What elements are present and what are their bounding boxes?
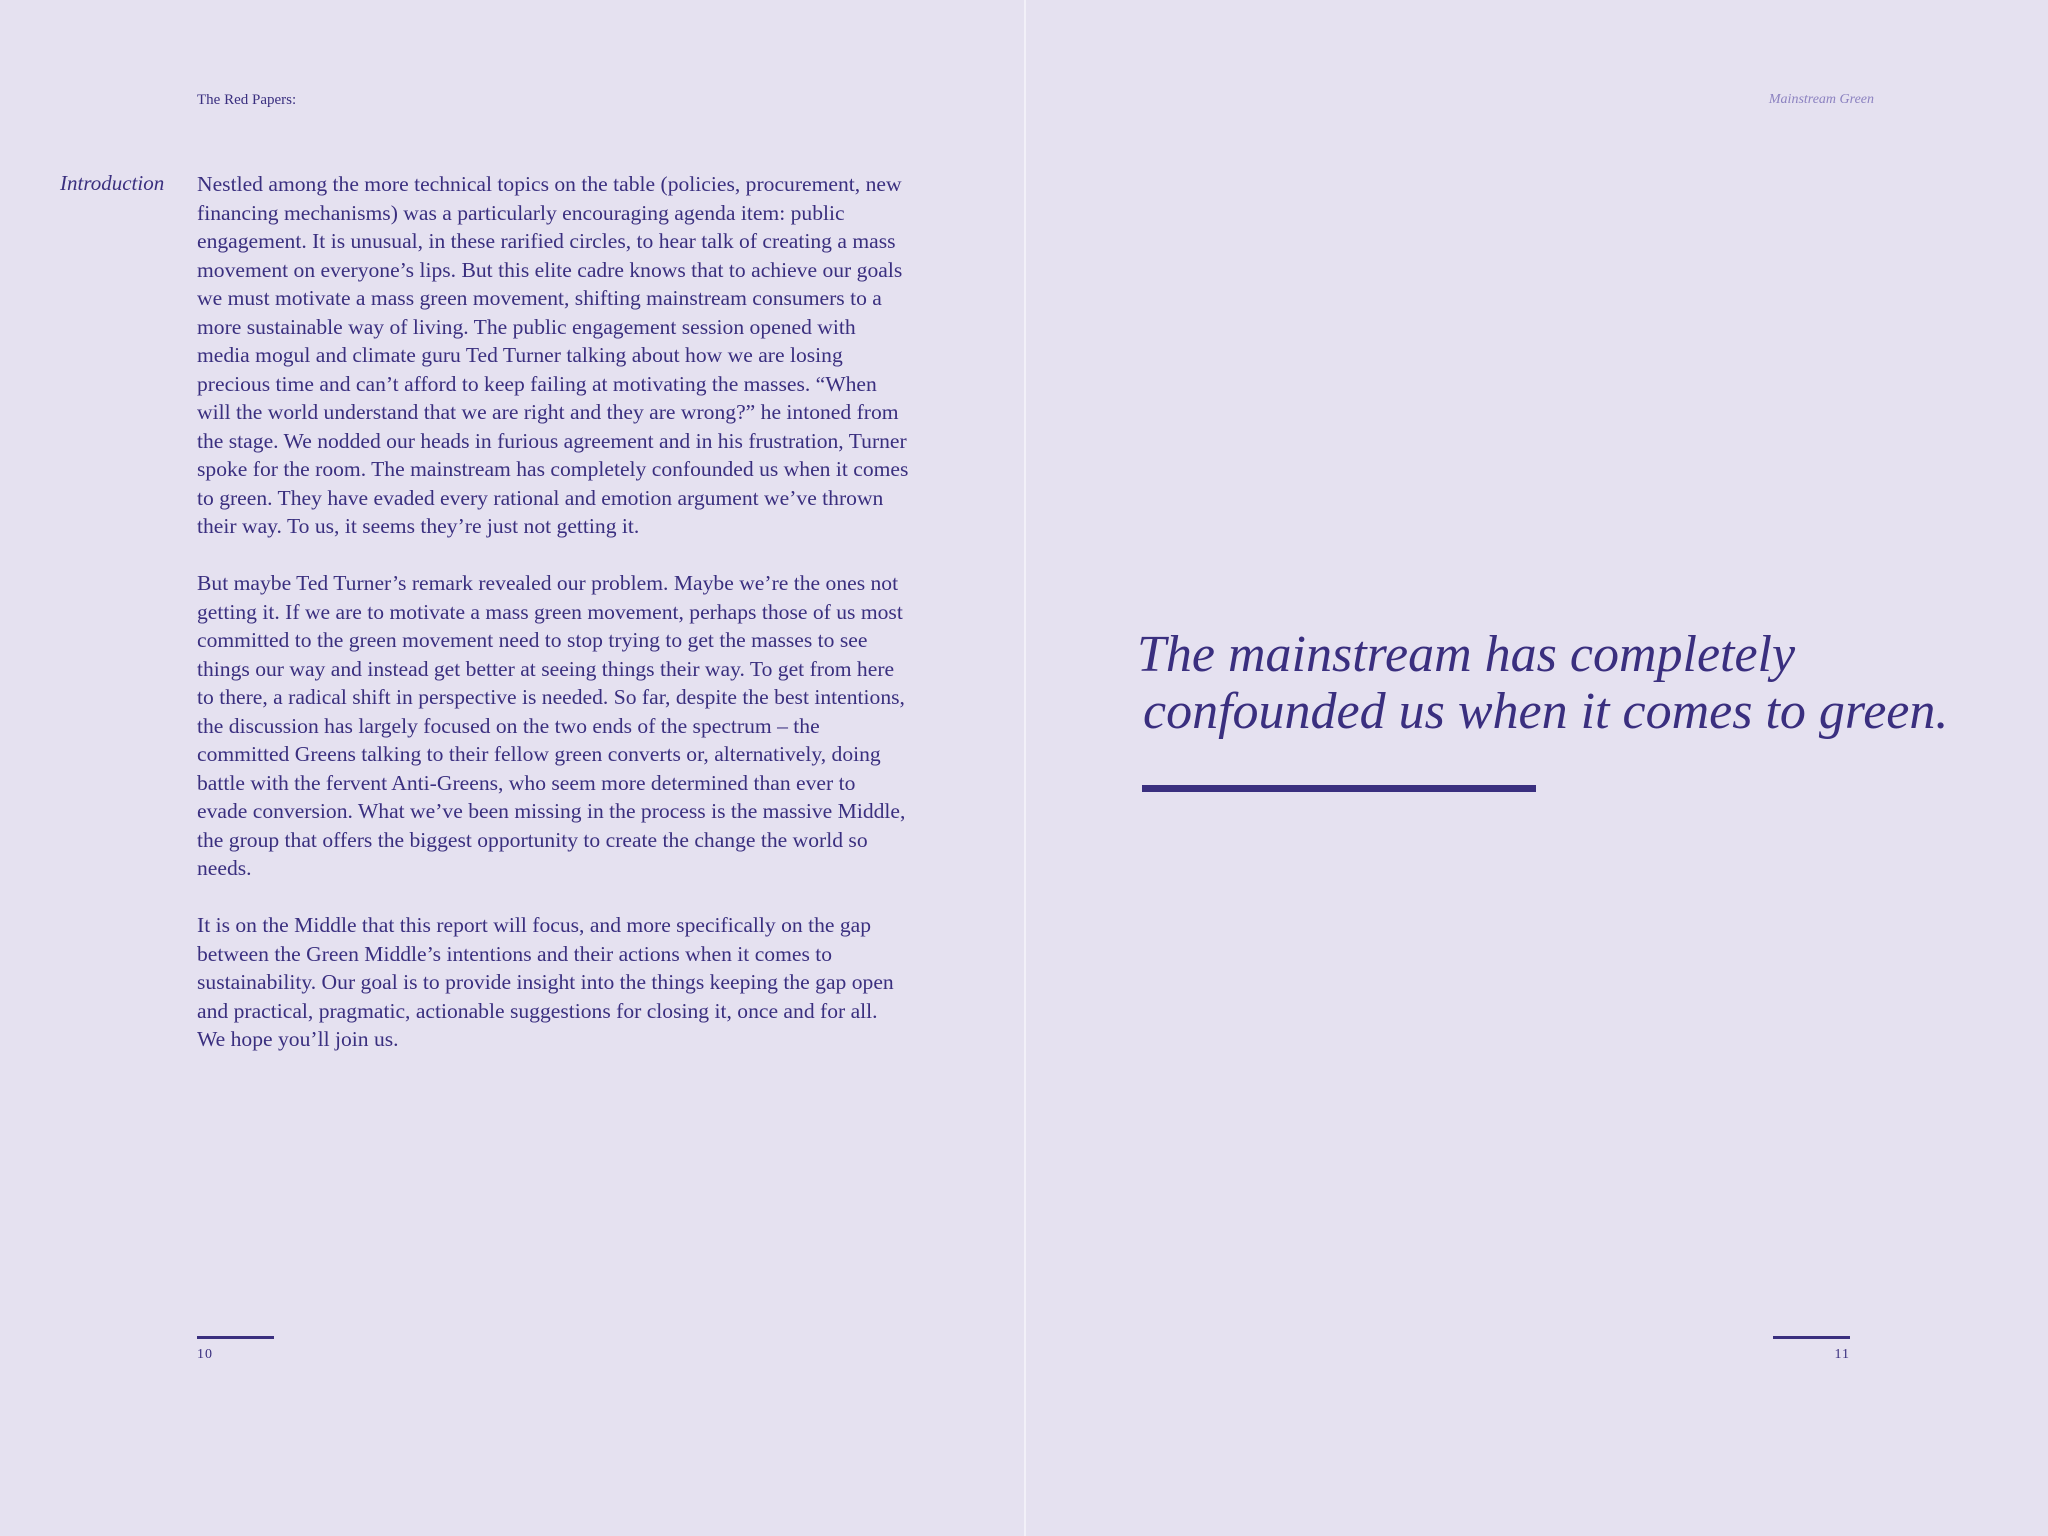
pull-quote-line-1: The mainstream has completely — [1137, 626, 1796, 683]
paragraph-1: Nestled among the more technical topics on the table (policies, procurement, new financing mechanisms) was a particularly encouraging agenda item: public engagement. It is unusual, in these rarified circles, to hear talk of creating a mass movement on everyone’s lips. But this elite cadre knows that to achieve our goals we must motivate a mass green movement, shifting mainstream consumers to a more sustainable way of living. The public engagement session opened with media mogul and climate guru Ted Turner talking about how we are losing precious time and can’t afford to keep failing at motivating the masses. “When will the world understand that we are right and they are wrong?” he intoned from the stage. We nodded our heads in furious agreement and in his frustration, Turner spoke for the room. The mainstream has completely confounded us when it comes to green. They have evaded every rational and emotion argument we’ve thrown their way. To us, it seems they’re just not getting it. — [197, 172, 909, 538]
right-page — [1024, 0, 2048, 1536]
pull-quote-line-2: confounded us when it comes to green. — [1143, 683, 1949, 740]
paragraph-2: But maybe Ted Turner’s remark revealed our problem. Maybe we’re the ones not getting it. If we are to motivate a mass green movement, perhaps those of us most committed to the green movement need to stop trying to get the masses to see things our way and instead get better at seeing things their way. To get from here to there, a radical shift in perspective is needed. So far, despite the best intentions, the discussion has largely focused on the two ends of the spectrum – the committed Greens talking to their fellow green converts or, alternatively, doing battle with the fervent Anti-Greens, who seem more determined than ever to evade conversion. What we’ve been missing in the process is the massive Middle, the group that offers the biggest opportunity to create the change the world so needs. — [197, 571, 906, 880]
page-number-right: 11 — [1834, 1347, 1850, 1362]
pull-quote — [1137, 626, 1949, 740]
folio-rule-left — [197, 1336, 274, 1339]
paragraph-3: It is on the Middle that this report will focus, and more specifically on the gap between the Green Middle’s intentions and their actions when it comes to sustainability. Our goal is to provide insight into the things keeping the gap open and practical, pragmatic, actionable suggestions for closing it, once and for all. We hope you’ll join us. — [197, 913, 894, 1051]
page-number-left: 10 — [197, 1347, 213, 1362]
running-head-right: Mainstream Green — [1768, 92, 1874, 107]
pull-quote-rule — [1142, 785, 1536, 792]
folio-rule-right — [1773, 1336, 1850, 1339]
body-text — [197, 170, 909, 1082]
section-label: Introduction — [60, 171, 165, 195]
running-head-left: The Red Papers: — [197, 92, 297, 108]
